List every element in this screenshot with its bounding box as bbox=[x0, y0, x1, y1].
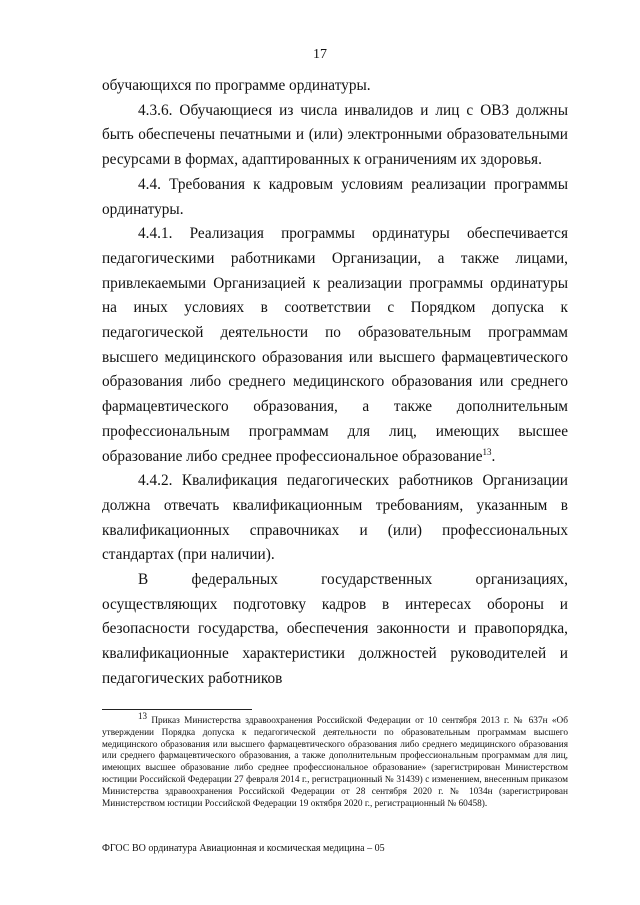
footnote-marker: 13 bbox=[138, 711, 147, 721]
paragraph-federal-organizations: В федеральных государственных организациях, осуществляющих подготовку кадров в интересах обороны и безопасности государства, обеспечения законности и правопорядка, квалификационные характеристики должностей руководителей и педагогических работников bbox=[102, 571, 568, 687]
paragraph-4-4: 4.4. Требования к кадровым условиям реализации программы ординатуры. bbox=[102, 175, 568, 218]
page-number: 17 bbox=[313, 47, 327, 62]
paragraph-4-4-1: 4.4.1. Реализация программы ординатуры обеспечивается педагогическими работниками Организации, а также лицами, привлекаемыми Организацией к реализации программы ординатуры на иных условиях в соответствии с Порядком допуска к педагогической деятельности по образовательным программам высшего медицинского образования или высшего фармацевтического образования либо среднего медицинского образования или среднего фармацевтического образования, а также дополнительным профессиональным программам для лиц, имеющих высшее образование либо среднее профессиональное образование$^{13}$. bbox=[102, 225, 568, 465]
footnote-text: Приказ Министерства здравоохранения Российской Федерации от 10 сентября 2013 г. № 637н «Об утверждении Порядка допуска к педагогической деятельности по образовательным программам высшего медицинского образования или высшего фармацевтического образования либо среднего медицинского образования или среднего фармацевтического образования, а также дополнительным профессиональным программам для лиц, имеющих высшее образование либо среднее профессиональное образование» (зарегистрирован Министерством юстиции Российской Федерации 27 февраля 2014 г., регистрационный № 31439) с изменением, внесенным приказом Министерства здравоохранения Российской Федерации от 28 сентября 2020 г. № 1034н (зарегистрирован Министерством юстиции Российской Федерации 19 октября 2020 г., регистрационный № 60458). bbox=[102, 716, 568, 809]
paragraph-4-4-2: 4.4.2. Квалификация педагогических работников Организации должна отвечать квалификационным требованиям, указанным в квалификационных справочниках и (или) профессиональных стандартах (при наличии). bbox=[102, 472, 568, 564]
footnote-reference: 13 bbox=[482, 446, 492, 457]
paragraph-4-4-1-text: 4.4.1. Реализация программы ординатуры обеспечивается педагогическими работниками Организации, а также лицами, привлекаемыми Организацией к реализации программы ординатуры на иных условиях в соответствии с Порядком допуска к педагогической деятельности по образовательным программам высшего медицинского образования или высшего фармацевтического образования либо среднего медицинского образования или среднего фармацевтического образования, а также дополнительным профессиональным программам для лиц, имеющих высшее образование либо среднее профессиональное образование bbox=[102, 225, 568, 465]
footnote-divider bbox=[102, 709, 252, 710]
paragraph-4-3-6: 4.3.6. Обучающиеся из числа инвалидов и лиц с ОВЗ должны быть обеспечены печатными и (или) электронными образовательными ресурсами в формах, адаптированных к ограничениям их здоровья. bbox=[102, 101, 568, 169]
footnote bbox=[102, 711, 568, 810]
paragraph-continuation: обучающихся по программе ординатуры. bbox=[102, 77, 371, 94]
body-text bbox=[102, 74, 568, 692]
page-footer: ФГОС ВО ординатура Авиационная и космическая медицина – 05 bbox=[102, 843, 385, 854]
